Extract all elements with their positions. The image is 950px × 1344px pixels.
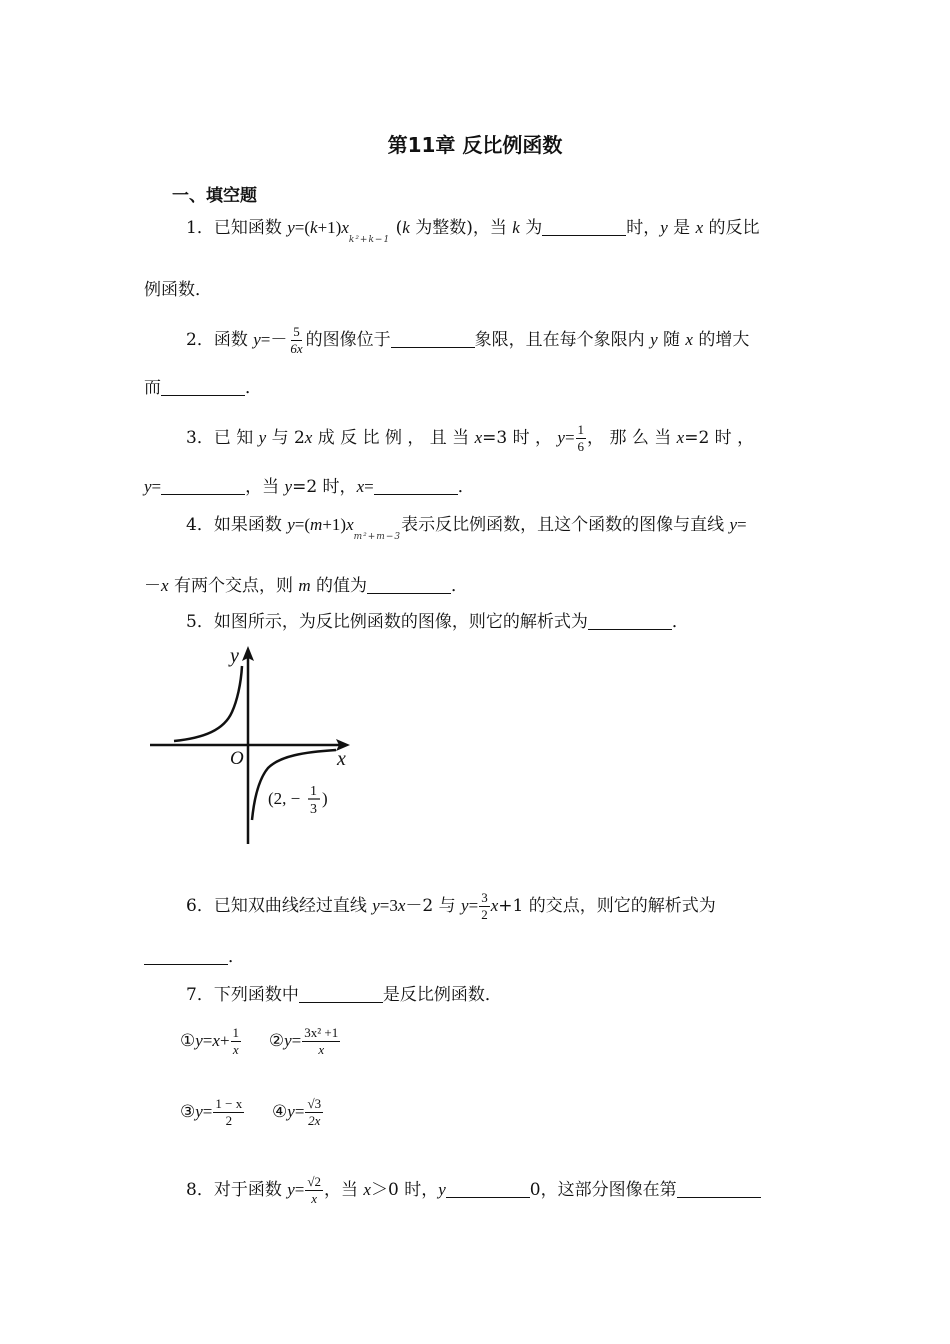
answer-blank[interactable] [374,477,458,495]
fraction: $\frac{5}{6x}$ [290,324,303,356]
answer-blank[interactable] [677,1180,761,1198]
fraction: $\frac{√2}{x}$ [307,1174,322,1206]
question-3: 3．已 知 y 与 2x 成 反 比 例 ， 且 当 x=3 时 ， y= $\frac{1}{6}$ ， 那 么 当 x=2 时 ， [186,422,755,454]
question-4: 4．如果函数 $y=(m+1)x_{m^2+m-3}$表示反比例函数，且这个函数的图像与直线 y= [186,515,747,542]
fraction: $\frac{3}{2}$ [481,890,488,922]
option-4: ④y= $\frac{√3}{2x}$ [272,1096,322,1128]
question-1-line2: 例函数． [144,280,212,300]
answer-blank[interactable] [542,218,626,236]
origin-label: O [230,748,244,769]
point-label: (2, − [268,789,301,808]
question-3-line2: y= ，当 y=2 时，x= ． [144,477,475,497]
exponent: m²+m−3 [353,532,402,542]
answer-blank[interactable] [446,1180,530,1198]
question-7: 7．下列函数中 是反比例函数． [186,985,502,1005]
question-5: 5．如图所示，为反比例函数的图像，则它的解析式为 ． [186,612,689,632]
question-1: 1．已知函数 $y=(k+1)x_{k^2+k-1}$ (k 为整数)，当 k 为 时，y 是 x 的反比 [186,218,760,245]
question-6: 6．已知双曲线经过直线 y=3x－2 与 y= $\frac{3}{2}$ x+1 的交点，则它的解析式为 [186,890,716,922]
x-axis-label: x [337,748,346,770]
option-3: ③y= $\frac{1 - x}{2}$ [180,1096,243,1128]
point-fraction-num: 1 [310,784,317,799]
section-heading: 一、填空题 [172,186,257,206]
hyperbola-branch-lower-right [252,750,336,820]
answer-blank[interactable] [367,576,451,594]
hyperbola-graph [144,640,364,850]
question-6-line2: ． [144,946,245,968]
question-7-options-row2 [180,1090,324,1134]
hyperbola-branch-upper-left [174,666,242,741]
question-7-options-row1 [180,1020,341,1062]
option-1: ①y=x+ $\frac{1}{x}$ [180,1025,240,1057]
point-fraction-den: 3 [310,802,317,817]
answer-blank[interactable] [161,477,245,495]
question-4-line2: －x 有两个交点，则 m 的值为 ． [144,576,469,596]
question-2: 2．函数 y=－ $\frac{5}{6x}$ 的图像位于 象限，且在每个象限内 y 随 x 的增大 [186,324,750,356]
y-axis-label: y [230,645,239,667]
answer-blank[interactable] [588,612,672,630]
point-label-close: ) [322,789,328,808]
answer-blank[interactable] [161,378,245,396]
question-8: 8．对于函数 y= $\frac{√2}{x}$ ，当 x＞0 时，y 0，这部分图像在第 [186,1170,761,1210]
question-2-line2: 而 ． [144,378,262,398]
answer-blank[interactable] [391,330,475,348]
answer-blank[interactable] [299,985,383,1003]
page-title: 第11章 反比例函数 [387,133,563,157]
fraction: $\frac{1}{6}$ [577,422,585,454]
exponent: k²+k−1 [348,235,391,245]
option-2: ②y= $\frac{\text{3x² +1}}{x}$ [268,1025,339,1057]
answer-blank[interactable] [144,947,228,965]
